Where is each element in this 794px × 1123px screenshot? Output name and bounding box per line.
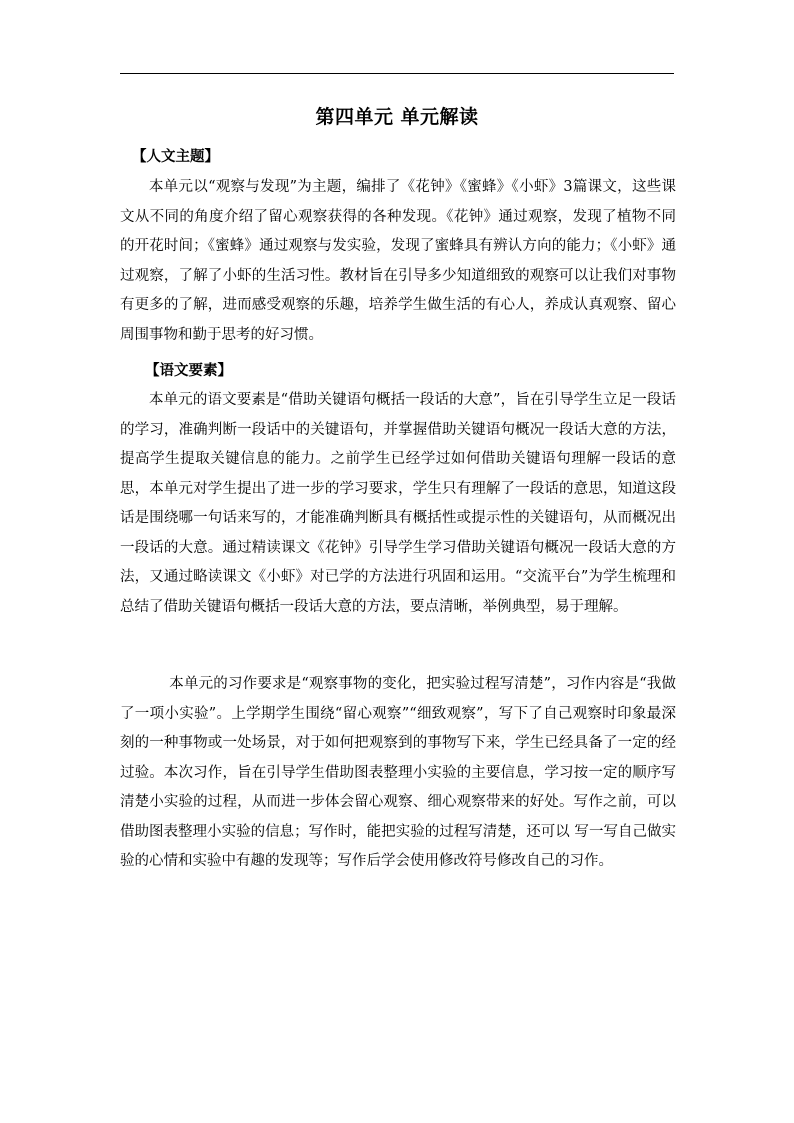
section-heading-language-elements: 【语文要素】: [145, 363, 232, 379]
section-heading-humanities-theme: 【人文主题】: [132, 149, 219, 165]
header-rule: [120, 73, 674, 74]
paragraph-humanities-theme: 本单元以“观察与发现”为主题，编排了《花钟》《蜜蜂》《小虾》3篇课文，这些课文从不同的角度介绍了留心观察获得的各种发现。《花钟》通过观察，发现了植物不同的开花时间；《蜜蜂》通过观察与发实验，发现了蜜蜂具有辨认方向的能力；《小虾》通过观察，了解了小虾的生活习性。教材旨在引导多少知道细致的观察可以让我们对事物有更多的了解，进而感受观察的乐趣，培养学生做生活的有心人，养成认真观察、留心周围事物和勤于思考的好习惯。: [120, 179, 676, 343]
page-title: 第四单元 单元解读: [315, 106, 479, 128]
paragraph-writing-requirements: 本单元的习作要求是“观察事物的变化，把实验过程写清楚”，习作内容是“我做了一项小实验”。上学期学生围绕“留心观察”“细致观察”，写下了自己观察时印象最深刻的一种事物或一处场景，对于如何把观察到的事物写下来，学生已经具备了一定的经过验。本次习作，旨在引导学生借助图表整理小实验的主要信息，学习按一定的顺序写清楚小实验的过程，从而进一步体会留心观察、细心观察带来的好处。写作之前，可以借助图表整理小实验的信息；写作时，能把实验的过程写清楚，还可以 写一写自己做实验的心情和实验中有趣的发现等；写作后学会使用修改符号修改自己的习作。: [120, 676, 676, 869]
paragraph-language-elements: 本单元的语文要素是“借助关键语句概括一段话的大意”，旨在引导学生立足一段话的学习，准确判断一段话中的关键语句，并掌握借助关键语句概况一段话大意的方法，提高学生提取关键信息的能力。之前学生已经学过如何借助关键语句理解一段话的意思，本单元对学生提出了进一步的学习要求，学生只有理解了一段话的意思，知道这段话是围绕哪一句话来写的，才能准确判断具有概括性或提示性的关键语句，从而概况出一段话的大意。通过精读课文《花钟》引导学生学习借助关键语句概况一段话大意的方法，又通过略读课文《小虾》对已学的方法进行巩固和运用。“交流平台”为学生梳理和总结了借助关键语句概括一段话大意的方法，要点清晰，举例典型，易于理解。: [120, 392, 676, 615]
